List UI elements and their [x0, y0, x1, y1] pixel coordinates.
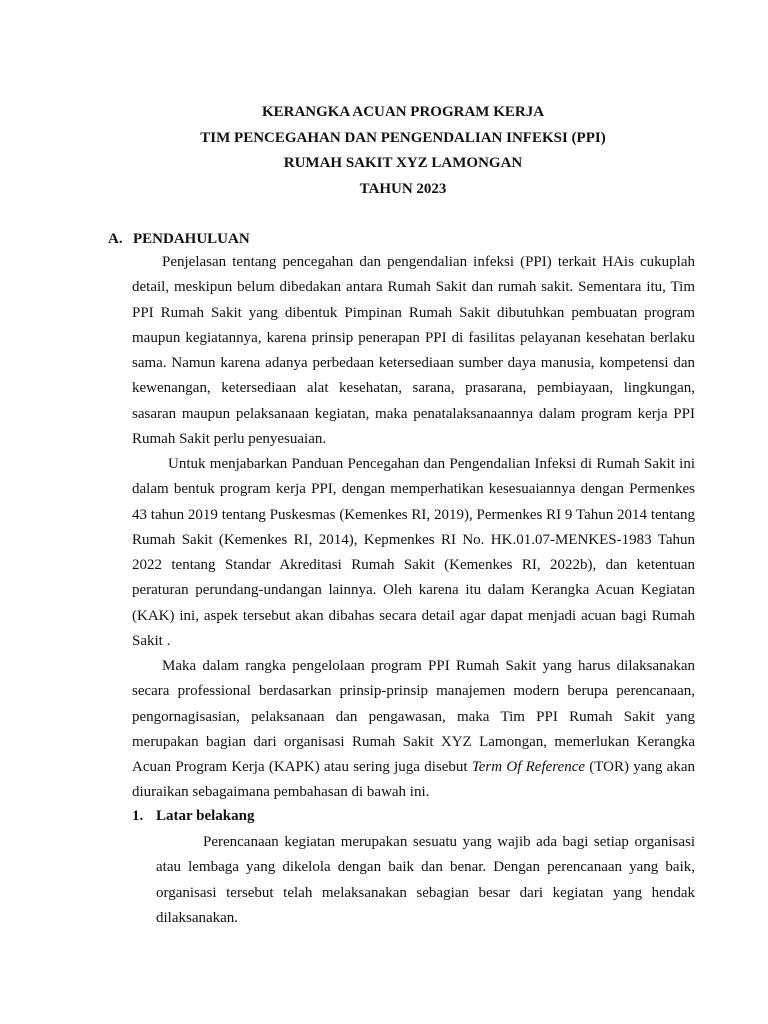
paragraph-1-text: Penjelasan tentang pencegahan dan pengendalian infeksi (PPI) terkait HAis cukuplah detail, meskipun belum dibedakan antara Rumah Sakit dan rumah sakit. Sementara itu, Tim PPI Rumah Sakit yang dibentuk Pimpinan Rumah Sakit dibutuhkan pembuatan program maupun kegiatannya, karena prinsip penerapan PPI di fasilitas pelayanan kesehatan berlaku sama. Namun karena adanya perbedaan ketersediaan sumber daya manusia, kompetensi dan kewenangan, ketersediaan alat kesehatan, sarana, prasarana, pembiayaan, lingkungan, sasaran maupun pelaksanaan kegiatan, maka penatalaksanaannya dalam program kerja PPI Rumah Sakit perlu penyesuaian. — [132, 254, 695, 448]
subsection-1-heading — [132, 806, 255, 826]
title-line-1: KERANGKA ACUAN PROGRAM KERJA — [261, 104, 545, 120]
section-a-title: PENDAHULUAN — [133, 231, 250, 247]
paragraph-4 — [156, 830, 695, 931]
paragraph-3 — [132, 654, 695, 806]
paragraph-3-text-start: Maka dalam rangka pengelolaan program PPI Rumah Sakit yang harus dilaksanakan secara professional berdasarkan prinsip-prinsip manajemen modern berupa perencanaan, pengornagisasian, pelaksanaan dan pengawasan, maka Tim PPI Rumah Sakit yang merupakan bagian dari organisasi Rumah Sakit XYZ Lamongan, memerlukan Kerangka Acuan Program Kerja (KAPK) atau sering juga disebut — [132, 658, 695, 776]
paragraph-1 — [132, 250, 695, 452]
title-line-2: TIM PENCEGAHAN DAN PENGENDALIAN INFEKSI (PPI) — [200, 129, 606, 146]
paragraph-3-text-end: (TOR) yang akan diuraikan sebagaimana pembahasan di bawah ini. — [132, 759, 695, 801]
section-a-letter: A. — [108, 231, 123, 247]
title-line-3: RUMAH SAKIT XYZ LAMONGAN — [283, 155, 523, 171]
document-title — [0, 100, 768, 202]
paragraph-3-italic-term: Term Of Reference — [471, 759, 586, 776]
paragraph-4-text: Perencanaan kegiatan merupakan sesuatu yang wajib ada bagi setiap organisasi atau lembaga yang dikelola dengan baik dan benar. Dengan perencanaan yang baik, organisasi tersebut telah melaksanakan sebagian besar dari kegiatan yang hendak dilaksanakan. — [156, 834, 695, 926]
subsection-1-number: 1. — [132, 808, 144, 824]
section-a-heading — [108, 229, 250, 249]
subsection-1-title: Latar belakang — [156, 808, 255, 824]
paragraph-2-text: Untuk menjabarkan Panduan Pencegahan dan Pengendalian Infeksi di Rumah Sakit ini dalam bentuk program kerja PPI, dengan memperhatikan kesesuaiannya dengan Permenkes 43 tahun 2019 tentang Puskesmas (Kemenkes RI, 2019), Permenkes RI 9 Tahun 2014 tentang Rumah Sakit (Kemenkes RI, 2014), Kepmenkes RI No. HK.01.07-MENKES-1983 Tahun 2022 tentang Standar Akreditasi Rumah Sakit (Kemenkes RI, 2022b), dan ketentuan peraturan perundang-undangan lainnya. Oleh karena itu dalam Kerangka Acuan Kegiatan (KAK) ini, aspek tersebut akan dibahas secara detail agar dapat menjadi acuan bagi Rumah Sakit . — [132, 456, 695, 650]
paragraph-2 — [132, 452, 695, 654]
title-line-4: TAHUN 2023 — [359, 180, 447, 197]
